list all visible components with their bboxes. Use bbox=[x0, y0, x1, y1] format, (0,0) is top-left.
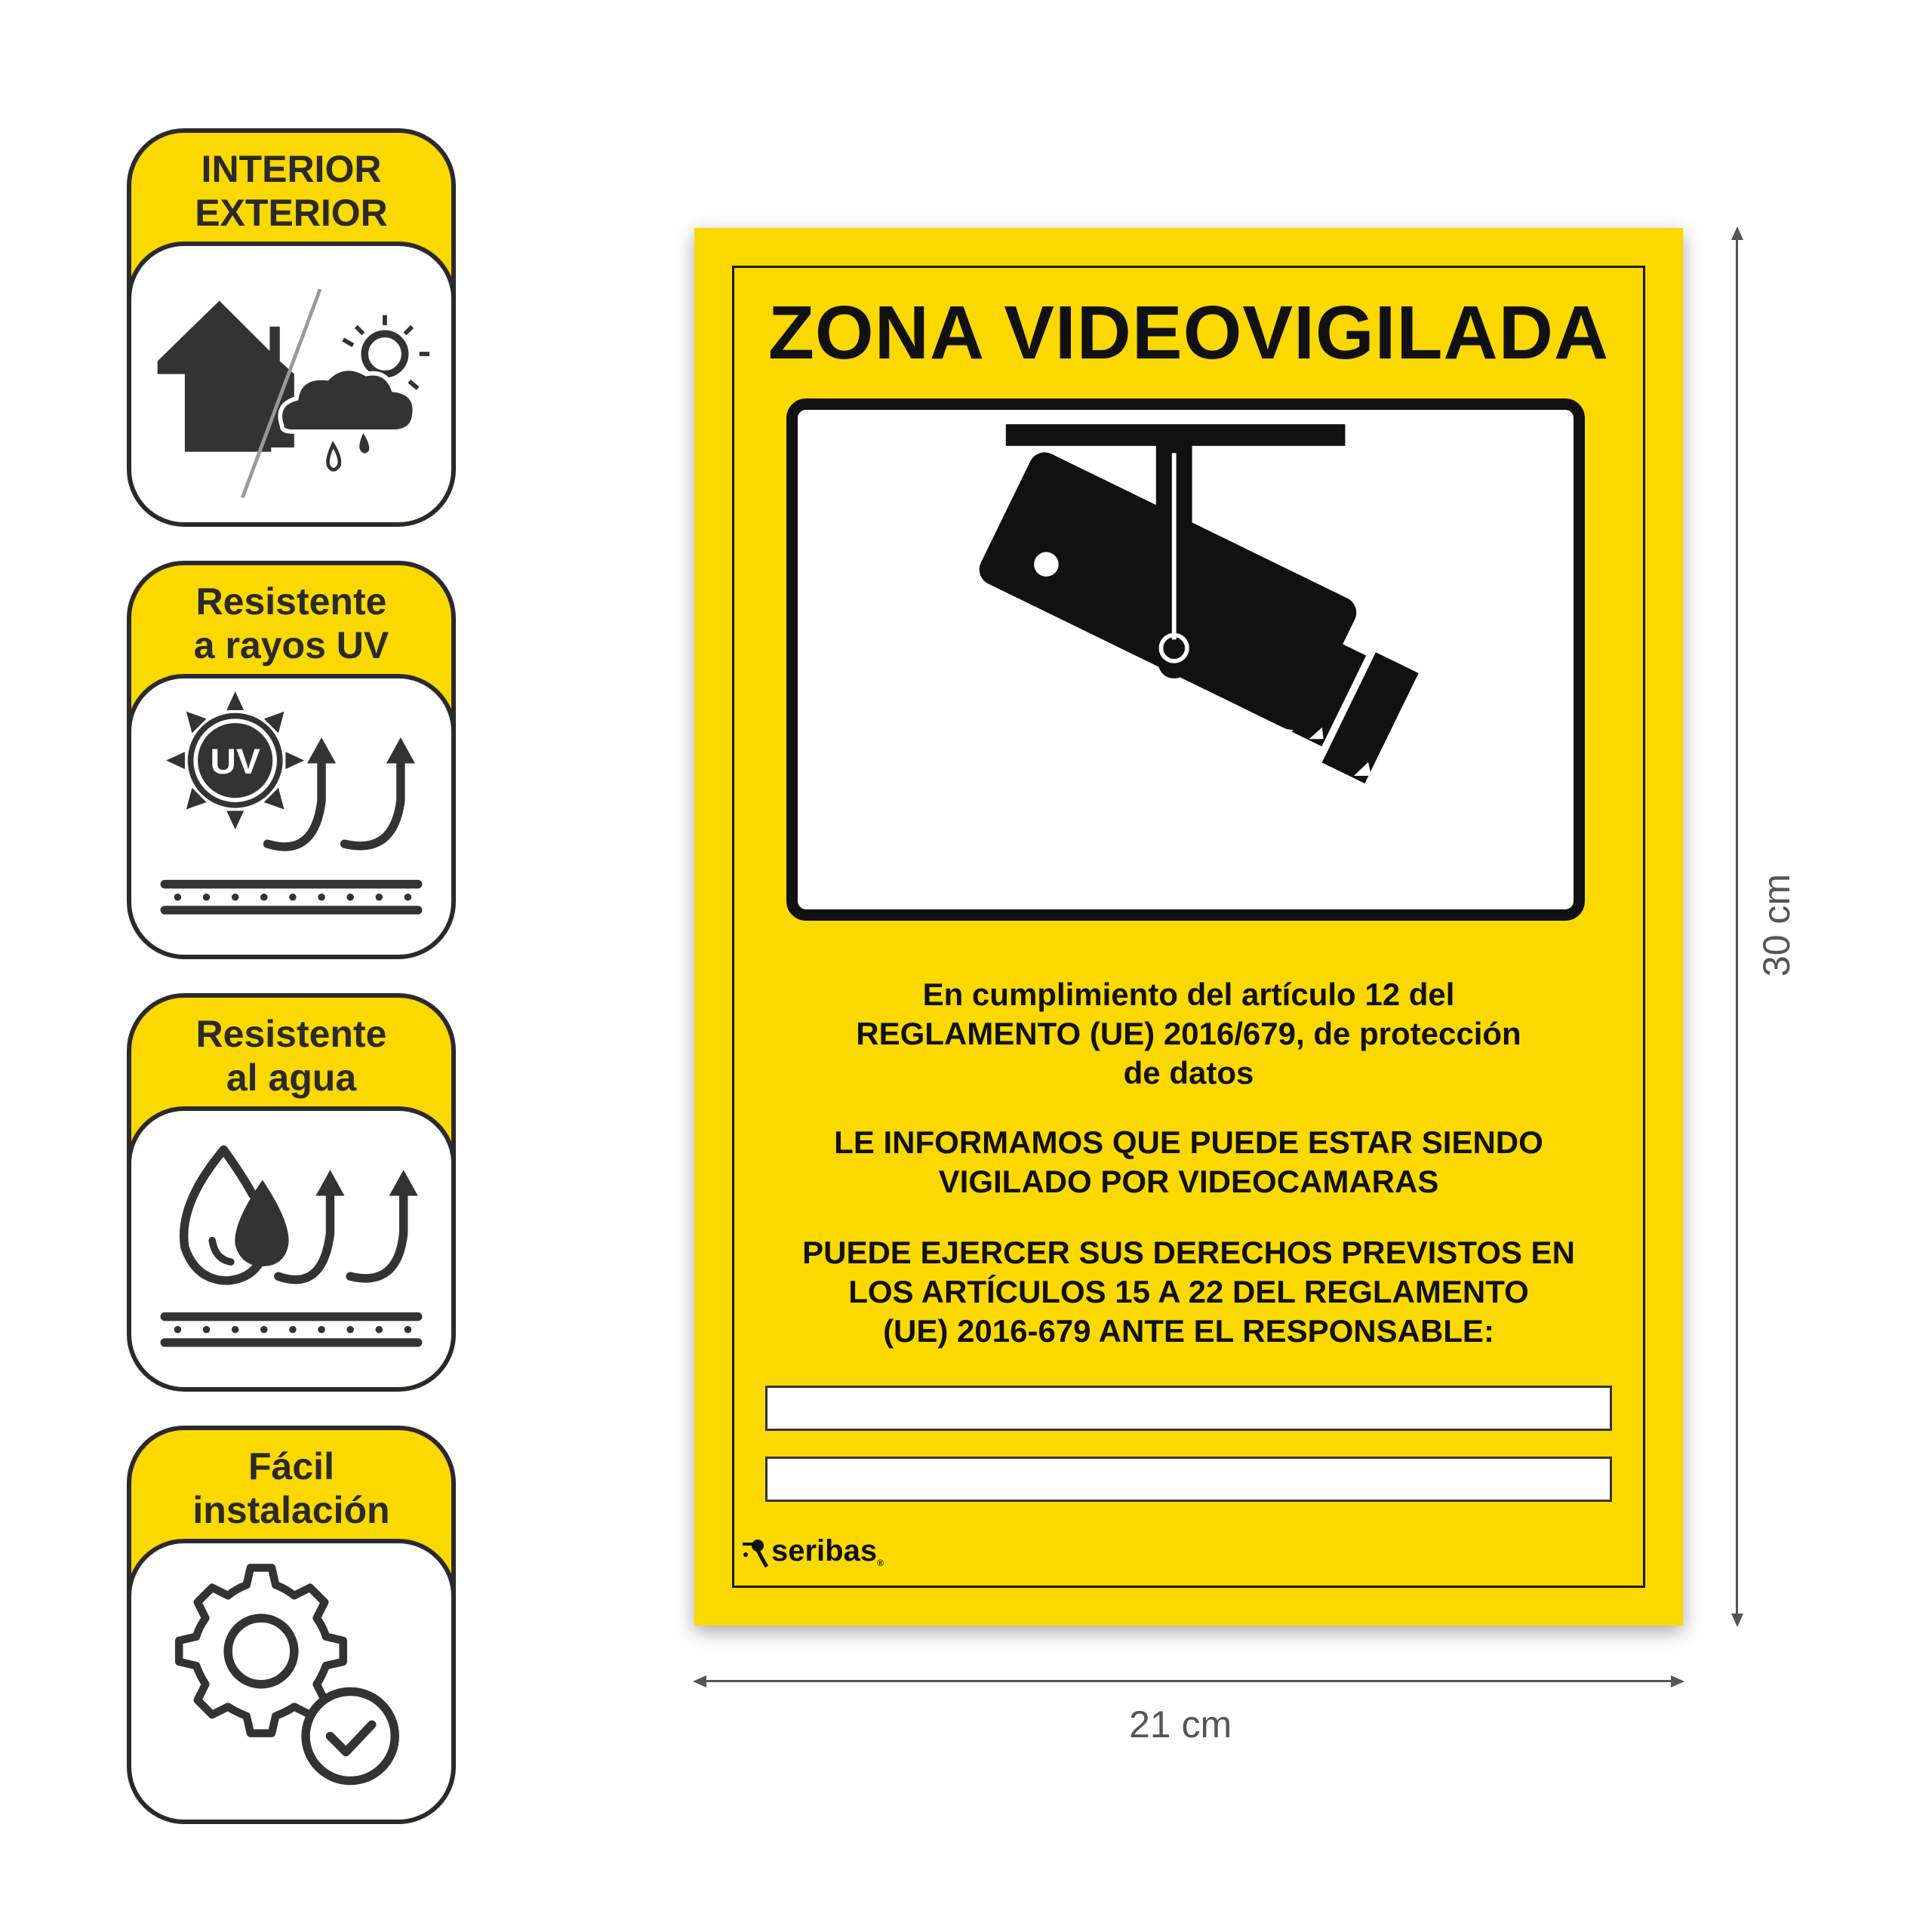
paragraph-line: VIGILADO POR VIDEOCAMARAS bbox=[938, 1164, 1439, 1199]
feature-badge-uv bbox=[127, 561, 456, 959]
arrow-down-icon bbox=[1727, 1609, 1748, 1630]
feature-title-line-1: Fácil bbox=[248, 1445, 334, 1487]
responsible-field-1 bbox=[765, 1386, 1612, 1431]
paragraph-line: (UE) 2016-679 ANTE EL RESPONSABLE: bbox=[883, 1313, 1494, 1349]
paragraph-line: REGLAMENTO (UE) 2016/679, de protección bbox=[856, 1016, 1521, 1051]
feature-title-line-1: Resistente bbox=[195, 1013, 387, 1055]
arrow-left-icon bbox=[690, 1671, 711, 1692]
responsible-field-2 bbox=[765, 1457, 1612, 1502]
feature-title-line-2: EXTERIOR bbox=[195, 192, 388, 234]
legal-paragraph-3 bbox=[755, 1233, 1623, 1351]
legal-paragraph-2 bbox=[755, 1123, 1623, 1201]
paragraph-line: de datos bbox=[1123, 1055, 1254, 1091]
seribas-bird-icon bbox=[740, 1534, 770, 1568]
paragraph-line: En cumplimiento del artículo 12 del bbox=[922, 977, 1455, 1012]
feature-title-line-1: Resistente bbox=[195, 580, 387, 623]
camera-frame bbox=[786, 398, 1585, 921]
width-label: 21 cm bbox=[1129, 1703, 1232, 1746]
feature-title-line-1: INTERIOR bbox=[201, 148, 382, 190]
arrow-up-icon bbox=[1727, 223, 1748, 245]
feature-title bbox=[131, 146, 451, 235]
feature-title bbox=[131, 579, 451, 668]
sign-title: ZONA VIDEOVIGILADA bbox=[768, 291, 1610, 375]
easy-install-icon bbox=[127, 1539, 456, 1824]
width-dimension-line bbox=[699, 1680, 1678, 1682]
uv-resistant-icon bbox=[127, 674, 456, 959]
cctv-sign bbox=[694, 228, 1683, 1626]
feature-title-line-2: instalación bbox=[192, 1489, 390, 1531]
legal-paragraph-1 bbox=[755, 975, 1623, 1093]
paragraph-line: LOS ARTÍCULOS 15 A 22 DEL REGLAMENTO bbox=[848, 1274, 1529, 1309]
feature-title-line-2: al agua bbox=[226, 1057, 357, 1099]
brand-logo bbox=[740, 1534, 884, 1568]
brand-name: seribas bbox=[771, 1534, 878, 1567]
feature-badge-install bbox=[127, 1426, 456, 1824]
paragraph-line: PUEDE EJERCER SUS DERECHOS PREVISTOS EN bbox=[802, 1235, 1575, 1270]
paragraph-line: LE INFORMAMOS QUE PUEDE ESTAR SIENDO bbox=[834, 1124, 1543, 1160]
feature-title bbox=[131, 1444, 451, 1533]
water-resistant-icon bbox=[127, 1106, 456, 1392]
brand-registered-mark: ® bbox=[877, 1558, 884, 1568]
feature-title-line-2: a rayos UV bbox=[193, 624, 389, 666]
indoor-outdoor-icon bbox=[127, 242, 456, 527]
height-label: 30 cm bbox=[1755, 873, 1798, 977]
feature-badge-water bbox=[127, 993, 456, 1392]
arrow-right-icon bbox=[1666, 1671, 1687, 1692]
uv-text: UV bbox=[210, 741, 260, 782]
height-dimension-line bbox=[1736, 232, 1738, 1621]
feature-badge-indoor-outdoor bbox=[127, 128, 456, 527]
feature-title bbox=[131, 1011, 451, 1100]
security-camera-icon bbox=[798, 410, 1574, 909]
